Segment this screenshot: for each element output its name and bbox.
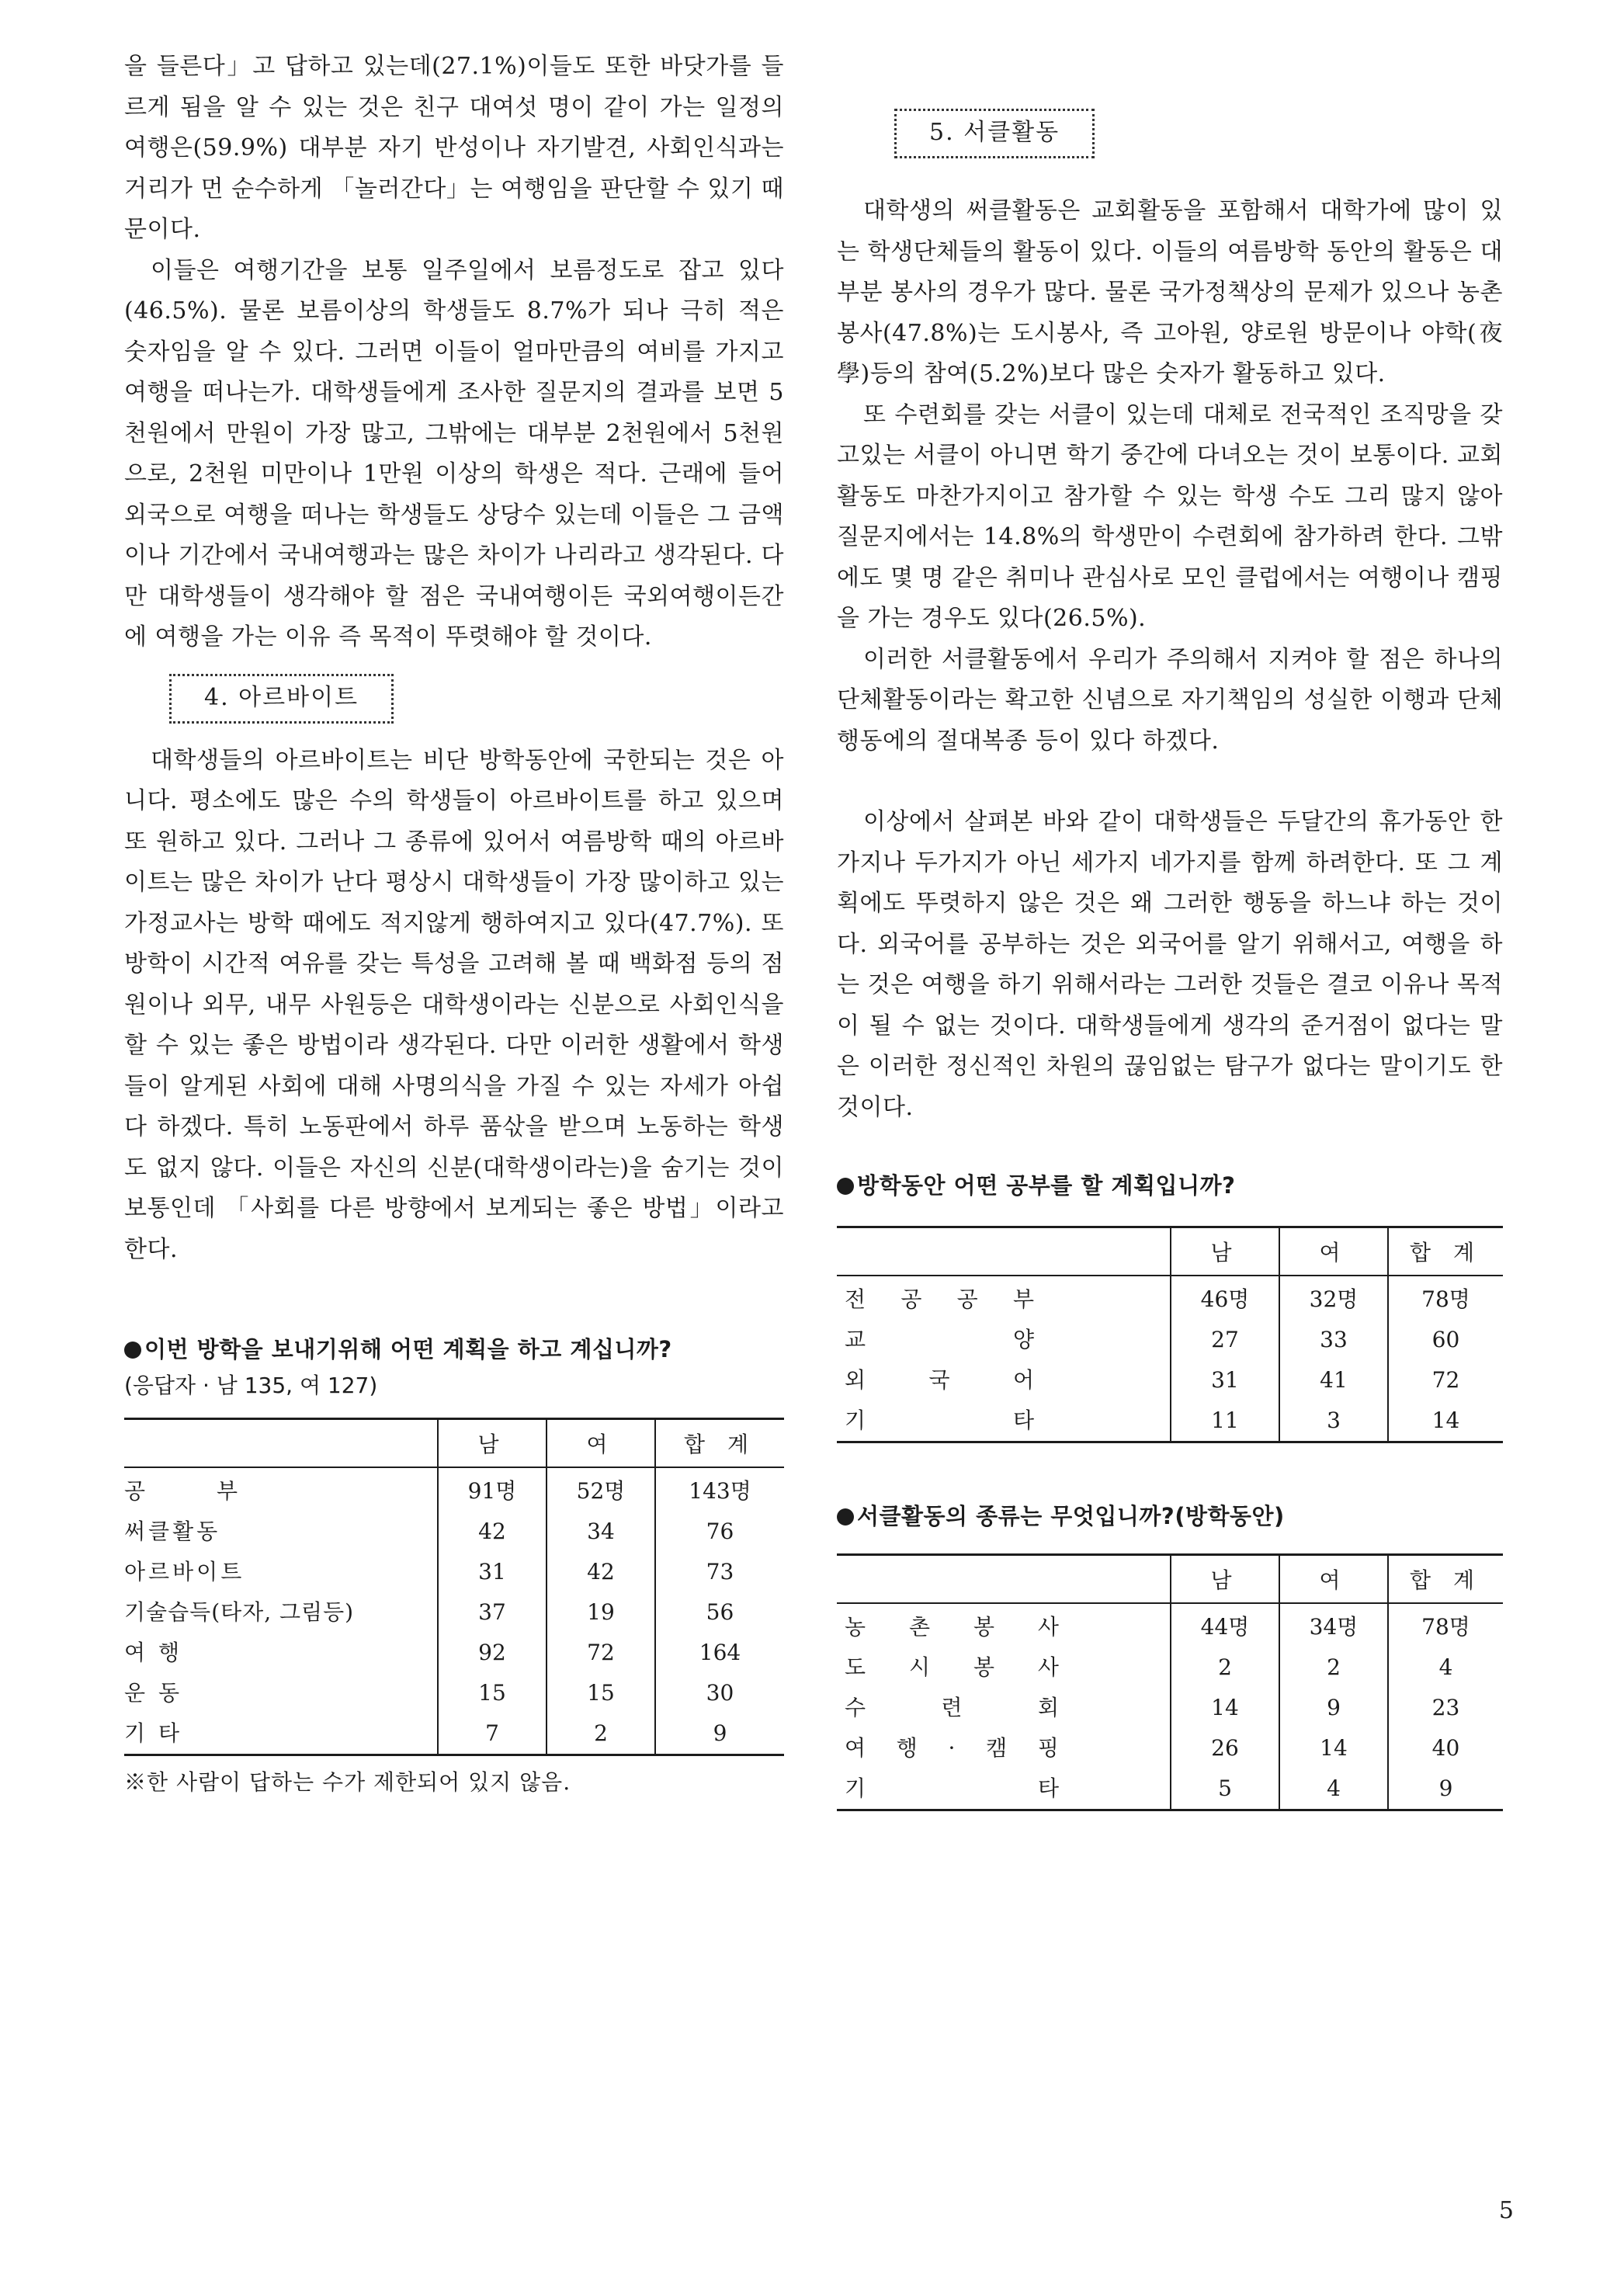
right-column xyxy=(837,47,1503,1811)
table-header-total: 합 계 xyxy=(1388,1227,1503,1276)
table-row: 여 행 92 72 164 xyxy=(124,1633,784,1673)
table-header-total: 합 계 xyxy=(655,1419,784,1468)
table-header-male: 남 xyxy=(438,1419,547,1468)
table-row: 농 촌 봉 사 44명 34명 78명 xyxy=(837,1603,1503,1647)
table-header-total: 합 계 xyxy=(1388,1555,1503,1604)
survey-plans-footnote: ※한 사람이 답하는 수가 제한되어 있지 않음. xyxy=(124,1769,571,1795)
survey-plans-title: 이번 방학을 보내기위해 어떤 계획을 하고 계십니까? xyxy=(124,1331,784,1368)
bullet-icon xyxy=(837,1508,854,1526)
table-row: 기 타 7 2 9 xyxy=(124,1713,784,1755)
table-row: 써클활동 42 34 76 xyxy=(124,1512,784,1552)
survey-study-title: 방학동안 어떤 공부를 할 계획입니까? xyxy=(837,1167,1503,1204)
table-header-female: 여 xyxy=(547,1419,655,1468)
table-row: 기 타 11 3 14 xyxy=(837,1401,1503,1442)
survey-plans-respondents: (응답자 · 남 135, 여 127) xyxy=(124,1373,378,1398)
table-header-male: 남 xyxy=(1171,1227,1279,1276)
table-header-empty xyxy=(124,1419,438,1468)
page-number: 5 xyxy=(1498,2197,1514,2224)
bullet-icon xyxy=(837,1178,854,1195)
table-row: 기 타 5 4 9 xyxy=(837,1769,1503,1810)
survey-plans-block xyxy=(124,1331,784,1801)
left-paragraph-1: 을 들른다」고 답하고 있는데(27.1%)이들도 또한 바닷가를 들르게 됨을 알 수 있는 것은 친구 대여섯 명이 같이 가는 일정의 여행은(59.9%) 대부분 자기 반성이나 자기발견, 사회인식과는 거리가 먼 순수하게 「놀러간다」는 여행임을 판단할 수 있기 때문이다. xyxy=(124,53,784,243)
table-header-female: 여 xyxy=(1279,1227,1388,1276)
survey-club-block xyxy=(837,1498,1503,1811)
survey-study-block xyxy=(837,1167,1503,1443)
right-paragraph-1: 대학생의 써클활동은 교회활동을 포함해서 대학가에 많이 있는 학생단체들의 활동이 있다. 이들의 여름방학 동안의 활동은 대부분 봉사의 경우가 많다. 물론 국가정책상의 문제가 있으나 농촌봉사(47.8%)는 도시봉사, 즉 고아원, 양로원 방문이나 야학(夜學)등의 참여(5.2%)보다 많은 숫자가 활동하고 있다. xyxy=(837,197,1503,387)
survey-plans-table xyxy=(124,1418,784,1756)
table-row: 운 동 15 15 30 xyxy=(124,1673,784,1713)
table-header-male: 남 xyxy=(1171,1555,1279,1604)
table-row: 여 행 · 캠 핑 26 14 40 xyxy=(837,1728,1503,1769)
bullet-icon xyxy=(124,1342,141,1359)
section-heading-5: 5. 서클활동 xyxy=(894,109,1095,158)
table-row: 기술습득(타자, 그림등) 37 19 56 xyxy=(124,1592,784,1633)
table-header-female: 여 xyxy=(1279,1555,1388,1604)
survey-study-table xyxy=(837,1226,1503,1443)
left-column xyxy=(124,47,784,1801)
section-heading-4: 4. 아르바이트 xyxy=(169,674,394,724)
right-paragraph-2: 또 수련회를 갖는 서클이 있는데 대체로 전국적인 조직망을 갖고있는 서클이 아니면 학기 중간에 다녀오는 것이 보통이다. 교회 활동도 마찬가지이고 참가할 수 있는 학생 수도 그리 많지 않아 질문지에서는 14.8%의 학생만이 수련회에 참가하려 한다. 그밖에도 몇 명 같은 취미나 관심사로 모인 클럽에서는 여행이나 캠핑을 가는 경우도 있다(26.5%). xyxy=(837,401,1503,632)
table-row: 전 공 공 부 46명 32명 78명 xyxy=(837,1276,1503,1320)
table-row: 수 련 회 14 9 23 xyxy=(837,1688,1503,1728)
survey-club-title: 서클활동의 종류는 무엇입니까?(방학동안) xyxy=(837,1498,1503,1535)
table-row: 공 부 91명 52명 143명 xyxy=(124,1467,784,1512)
table-row: 도 시 봉 사 2 2 4 xyxy=(837,1647,1503,1688)
left-paragraph-2: 이들은 여행기간을 보통 일주일에서 보름정도로 잡고 있다(46.5%). 물론 보름이상의 학생들도 8.7%가 되나 극히 적은 숫자임을 알 수 있다. 그러면 이들이 얼마만큼의 여비를 가지고 여행을 떠나는가. 대학생들에게 조사한 질문지의 결과를 보면 5천원에서 만원이 가장 많고, 그밖에는 대부분 2천원에서 5천원으로, 2천원 미만이나 1만원 이상의 학생은 적다. 근래에 들어 외국으로 여행을 떠나는 학생들도 상당수 있는데 이들은 그 금액이나 기간에서 국내여행과는 많은 차이가 나리라고 생각된다. 다만 대학생들이 생각해야 할 점은 국내여행이든 국외여행이든간에 여행을 가는 이유 즉 목적이 뚜렷해야 할 것이다. xyxy=(124,256,784,651)
right-paragraph-4: 이상에서 살펴본 바와 같이 대학생들은 두달간의 휴가동안 한가지나 두가지가 아닌 세가지 네가지를 함께 하려한다. 또 그 계획에도 뚜렷하지 않은 것은 왜 그러한 행동을 하느냐 하는 것이다. 외국어를 공부하는 것은 외국어를 알기 위해서고, 여행을 하는 것은 여행을 하기 위해서라는 그러한 것들은 결코 이유나 목적이 될 수 없는 것이다. 대학생들에게 생각의 준거점이 없다는 말은 이러한 정신적인 차원의 끊임없는 탐구가 없다는 말이기도 한 것이다. xyxy=(837,808,1503,1121)
survey-club-table xyxy=(837,1553,1503,1811)
table-row: 교 양 27 33 60 xyxy=(837,1320,1503,1360)
left-paragraph-3: 대학생들의 아르바이트는 비단 방학동안에 국한되는 것은 아니다. 평소에도 많은 수의 학생들이 아르바이트를 하고 있으며 또 원하고 있다. 그러나 그 종류에 있어서 여름방학 때의 아르바이트는 많은 차이가 난다 평상시 대학생들이 가장 많이하고 있는 가정교사는 방학 때에도 적지않게 행하여지고 있다(47.7%). 또 방학이 시간적 여유를 갖는 특성을 고려해 볼 때 백화점 등의 점원이나 외무, 내무 사원등은 대학생이라는 신분으로 사회인식을 할 수 있는 좋은 방법이라 생각된다. 다만 이러한 생활에서 학생들이 알게된 사회에 대해 사명의식을 가질 수 있는 자세가 아쉽다 하겠다. 특히 노동판에서 하루 품삯을 받으며 노동하는 학생도 없지 않다. 이들은 자신의 신분(대학생이라는)을 숨기는 것이 보통인데 「사회를 다른 방향에서 보게되는 좋은 방법」이라고 한다. xyxy=(124,746,784,1263)
right-paragraph-3: 이러한 서클활동에서 우리가 주의해서 지켜야 할 점은 하나의 단체활동이라는 확고한 신념으로 자기책임의 성실한 이행과 단체행동에의 절대복종 등이 있다 하겠다. xyxy=(837,645,1503,755)
table-row: 아르바이트 31 42 73 xyxy=(124,1552,784,1592)
table-row: 외 국 어 31 41 72 xyxy=(837,1360,1503,1401)
